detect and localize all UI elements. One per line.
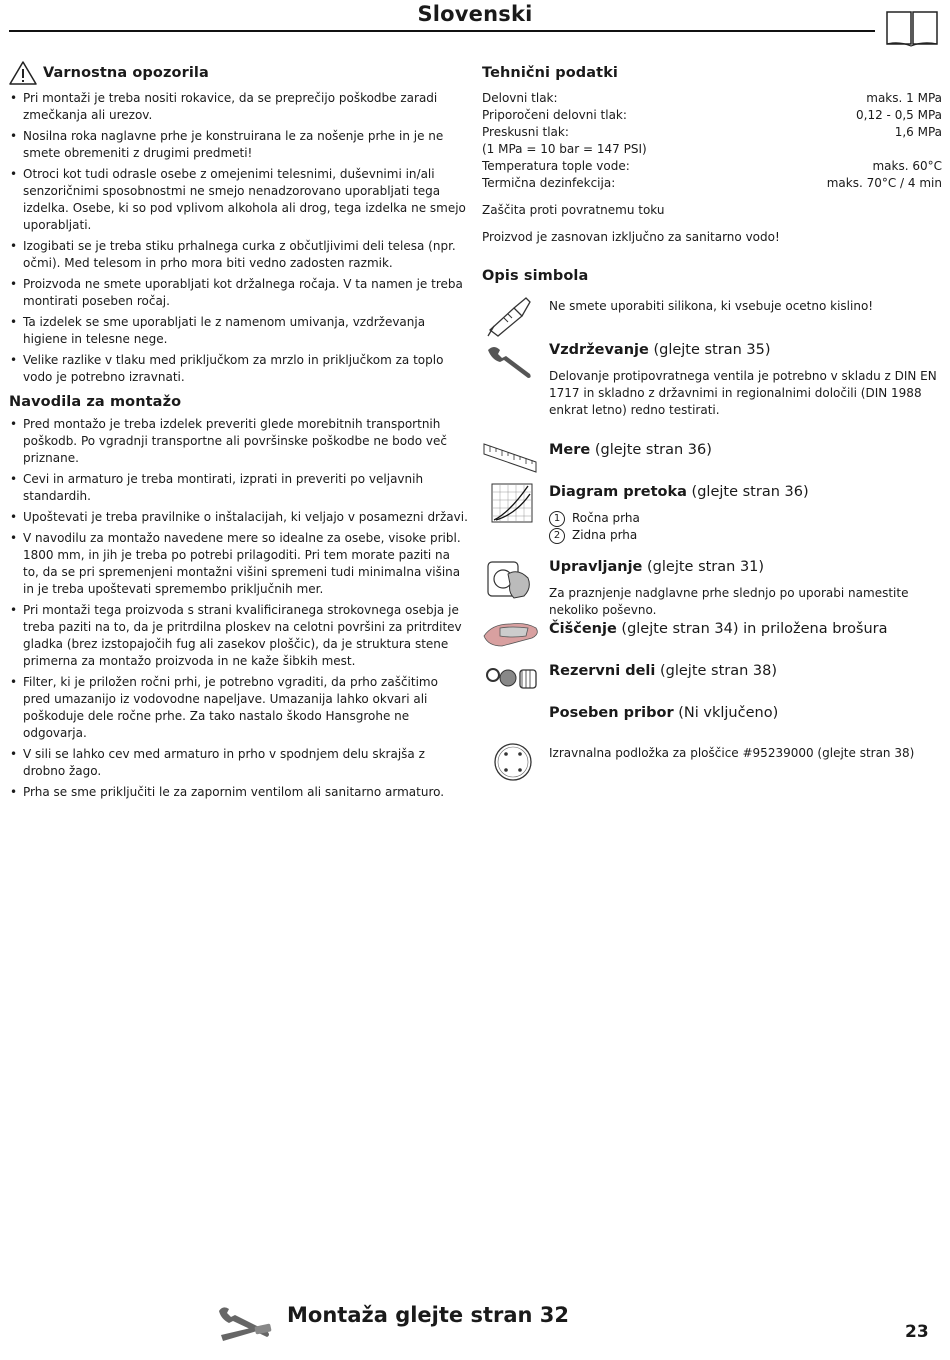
list-item: • Prha se sme priključiti le za zapornim ventilom ali sanitarno armaturo. [9,784,469,801]
silicone-gun-icon [484,296,534,338]
list-item: • Cevi in armaturo je treba montirati, izprati in preveriti po veljavnih standardih. [9,471,469,505]
safety-list [9,90,469,386]
spare-parts-icon [484,660,540,696]
spare-ref: (glejte stran 38) [655,663,778,679]
backflow-note: Zaščita proti povratnemu toku [482,203,665,217]
spare-parts-section [549,661,941,681]
shim-plate-icon [492,741,534,783]
hand-operation-icon [484,558,534,602]
operation-title: Upravljanje [549,559,643,575]
maintenance-title: Vzdrževanje [549,342,649,358]
left-column [9,60,469,805]
list-item: • Proizvoda ne smete uporabljati kot držalnega ročaja. V ta namen je treba montirati poseben ročaj. [9,276,469,310]
right-column [482,60,942,290]
tech-title: Tehnični podatki [482,65,619,81]
cleaning-ref: (glejte stran 34) in priložena brošura [616,621,888,637]
list-item: • Upoštevati je treba pravilnike o inštalacijah, ki veljajo v posamezni državi. [9,509,469,526]
tech-row: Termična dezinfekcija: maks. 70°C / 4 min [482,176,942,190]
maintenance-text: Delovanje protipovratnega ventila je potrebno v skladu z DIN EN 1717 in skladno z državnimi in regionalnimi določili (DIN 1988 enkrat letno) redno testirati. [549,369,937,417]
manual-book-icon [885,8,939,48]
flow-diagram-icon [490,482,534,524]
tech-row: Temperatura tople vode: maks. 60°C [482,159,942,173]
flow-ref: (glejte stran 36) [686,484,809,500]
operation-section [549,557,941,619]
flow-section [549,482,941,544]
cleaning-title: Čiščenje [549,621,617,637]
list-item: • V sili se lahko cev med armaturo in prho v spodnjem delu skrajša z drobno žago. [9,746,469,780]
list-item: • Pred montažo je treba izdelek preveriti glede morebitnih transportnih poškodb. Po vgradnji transportne ali površinske poškodbe ne bodo več priznane. [9,416,469,467]
special-ref: (Ni vključeno) [673,705,779,721]
symbols-title: Opis simbola [482,268,589,284]
list-item: • Velike razlike v tlaku med priključkom za mrzlo in priključkom za toplo vodo je potrebno izravnati. [9,352,469,386]
special-text: Izravnalna podložka za ploščice #95239000 (glejte stran 38) [549,746,915,760]
list-item: • V navodilu za montažo navedene mere so idealne za osebe, visoke pribl. 1800 mm, in jih je treba po potrebi prilagoditi. Pri tem morate paziti na to, da se pri spremenjeni montažni višini spremeni tudi minimalna višina in je treba upoštevati spremembo priključnih mer. [9,530,469,598]
warning-triangle-icon [9,60,37,86]
flow-item: 2 Zidna prha [549,527,941,544]
list-item: • Izogibati se je treba stiku prhalnega curka z občutljivimi deli telesa (npr. očmi). Med telesom in prho mora biti vedno zadosten razmik. [9,238,469,272]
list-item: • Filter, ki je priložen ročni prhi, je potrebno vgraditi, da prho zaščitimo pred umazanijo iz vodovodne napeljave. Umazanija lahko okvari ali poškoduje dele ročne prhe. Za tako nastalo škodo Hansgrohe ne odgovarja. [9,674,469,742]
dimensions-section [549,440,941,460]
flow-item: 1 Ročna prha [549,510,941,527]
page-title: Slovenski [417,2,533,26]
ruler-icon [482,440,538,476]
maintenance-section [549,340,941,419]
operation-text: Za praznjenje nadglavne prhe slednjo po uporabi namestite nekoliko poševno. [549,586,909,617]
flow-title: Diagram pretoka [549,484,687,500]
list-item: • Pri montaži je treba nositi rokavice, da se preprečijo poškodbe zaradi zmečkanja ali urezov. [9,90,469,124]
tech-row: Delovni tlak: maks. 1 MPa [482,91,942,105]
dimensions-ref: (glejte stran 36) [590,442,712,458]
tools-icon [215,1305,273,1345]
list-item: • Nosilna roka naglavne prhe je konstruirana le za nošenje prhe in je ne smete obremeniti z drugimi predmeti! [9,128,469,162]
tech-row: Preskusni tlak: 1,6 MPa [482,125,942,139]
safety-heading [9,60,469,86]
page-number: 23 [905,1322,929,1342]
cleaning-section [549,619,941,639]
dimensions-title: Mere [549,442,591,458]
header-divider [9,30,875,32]
maintenance-ref: (glejte stran 35) [648,342,771,358]
cleaning-hand-icon [482,616,542,650]
mounting-list [9,416,469,801]
special-title: Poseben pribor [549,705,674,721]
sanitary-note: Proizvod je zasnovan izključno za sanitarno vodo! [482,230,780,244]
special-accessory-section [549,703,941,762]
list-item: • Pri montaži tega proizvoda s strani kvalificiranega strokovnega osebja je treba paziti na to, da je pritrdilna ploskev na celotni površini za pritrditev gladka (brez izstopajočih fug ali zasekov ploščic), da je struktura stene primerna za montažo proizvoda in ne kaže šibkih mest. [9,602,469,670]
safety-title: Varnostna opozorila [43,65,209,81]
list-item: • Ta izdelek se sme uporabljati le z namenom umivanja, vzdrževanja higiene in telesne nege. [9,314,469,348]
silicone-warning: Ne smete uporabiti silikona, ki vsebuje ocetno kislino! [549,299,874,313]
list-item: • Otroci kot tudi odrasle osebe z omejenimi telesnimi, duševnimi in/ali senzoričnimi sposobnostmi ne smejo nenadzorovano uporabljati tega izdelka. Osebe, ki so pod vplivom alkohola ali drog, tega izdelka ne smejo uporabljati. [9,166,469,234]
operation-ref: (glejte stran 31) [642,559,765,575]
mounting-title: Navodila za montažo [9,394,182,410]
spare-title: Rezervni deli [549,663,656,679]
tech-row: Priporočeni delovni tlak: 0,12 - 0,5 MPa [482,108,942,122]
tech-row: (1 MPa = 10 bar = 147 PSI) [482,142,647,156]
footer-title: Montaža glejte stran 32 [287,1303,570,1327]
wrench-icon [484,344,534,380]
